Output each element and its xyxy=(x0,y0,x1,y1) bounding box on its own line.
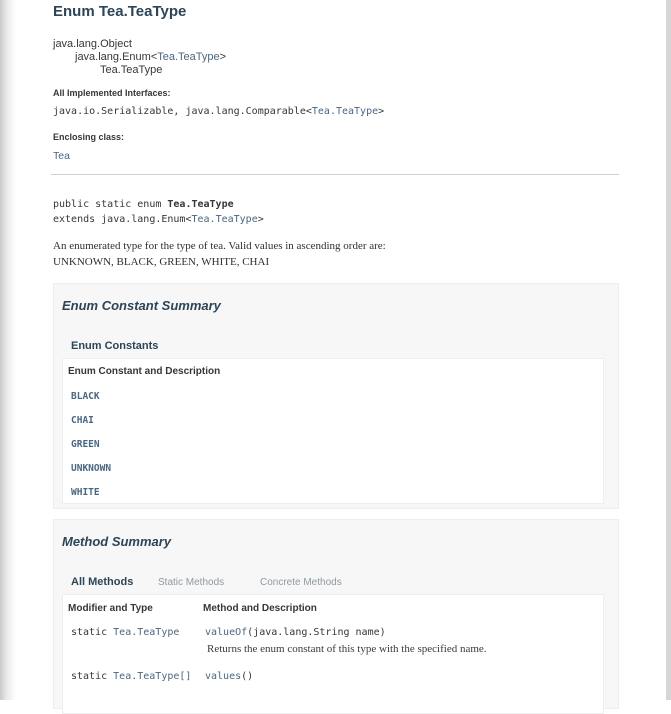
signature-modifiers: public static enum xyxy=(53,199,168,210)
tab-all-methods[interactable]: All Methods xyxy=(71,576,134,588)
enum-summary-caption: Enum Constants xyxy=(71,340,159,352)
row-valueof-type-link[interactable]: Tea.TeaType xyxy=(113,627,180,638)
enum-constant-black-link[interactable]: BLACK xyxy=(71,391,100,402)
row-valueof-static: static xyxy=(71,627,114,638)
inheritance-root: java.lang.Object xyxy=(53,38,132,50)
method-column-method: Method and Description xyxy=(203,603,317,614)
enum-constant-white-link[interactable]: WHITE xyxy=(71,487,100,498)
enum-constant-summary xyxy=(53,283,619,509)
implemented-label: All Implemented Interfaces: xyxy=(53,88,171,98)
page-shadow-left xyxy=(0,0,16,700)
enum-constant-green-link[interactable]: GREEN xyxy=(71,439,100,450)
enclosing-label: Enclosing class: xyxy=(53,132,125,142)
row-values-static: static xyxy=(71,671,114,682)
method-valueof-args: (java.lang.String name) xyxy=(247,627,386,638)
tab-concrete-methods[interactable]: Concrete Methods xyxy=(260,577,342,588)
page-title: Enum Tea.TeaType xyxy=(53,3,187,20)
method-valueof-link[interactable]: valueOf xyxy=(205,627,248,638)
enum-summary-title: Enum Constant Summary xyxy=(62,298,221,313)
row-values-method xyxy=(205,671,253,682)
row-valueof-method xyxy=(205,627,386,638)
row-valueof-modifier xyxy=(71,627,179,638)
signature-line2 xyxy=(53,214,264,225)
enclosing-class-link[interactable]: Tea xyxy=(53,150,70,162)
signature-extends: extends java.lang.Enum< xyxy=(53,214,192,225)
description-line1: An enumerated type for the type of tea. Valid values in ascending order are: xyxy=(53,240,386,252)
enum-constant-chai-link[interactable]: CHAI xyxy=(71,415,94,426)
implemented-list xyxy=(53,106,384,117)
method-column-modifier: Modifier and Type xyxy=(68,603,153,614)
method-summary xyxy=(53,519,619,709)
inheritance-enum-prefix: java.lang.Enum< xyxy=(75,51,158,63)
enum-constants-table xyxy=(62,358,604,504)
inheritance-enum-param-link[interactable]: Tea.TeaType xyxy=(157,51,220,63)
implemented-suffix: > xyxy=(378,106,385,117)
signature-line1 xyxy=(53,199,234,210)
method-valueof-description: Returns the enum constant of this type with the specified name. xyxy=(207,643,487,655)
signature-name: Tea.TeaType xyxy=(167,199,234,210)
signature-extends-suffix: > xyxy=(257,214,264,225)
enum-column-header: Enum Constant and Description xyxy=(68,366,221,377)
inheritance-enum-suffix: > xyxy=(219,51,227,63)
description-line2: UNKNOWN, BLACK, GREEN, WHITE, CHAI xyxy=(53,256,270,268)
tab-static-methods[interactable]: Static Methods xyxy=(158,577,225,588)
row-values-modifier xyxy=(71,671,191,682)
inheritance-enum xyxy=(75,51,226,63)
implemented-prefix: java.io.Serializable, java.lang.Comparable< xyxy=(53,106,312,117)
method-values-args: () xyxy=(241,671,254,682)
page-shadow-right xyxy=(666,0,671,700)
implemented-param-link[interactable]: Tea.TeaType xyxy=(311,106,379,117)
enum-constant-unknown-link[interactable]: UNKNOWN xyxy=(71,463,112,474)
divider xyxy=(51,174,619,175)
row-values-type-link[interactable]: Tea.TeaType[] xyxy=(113,671,192,682)
method-table xyxy=(62,594,604,714)
method-values-link[interactable]: values xyxy=(205,671,242,682)
signature-param-link[interactable]: Tea.TeaType xyxy=(191,214,258,225)
inheritance-leaf: Tea.TeaType xyxy=(100,64,163,76)
method-summary-title: Method Summary xyxy=(62,534,172,549)
